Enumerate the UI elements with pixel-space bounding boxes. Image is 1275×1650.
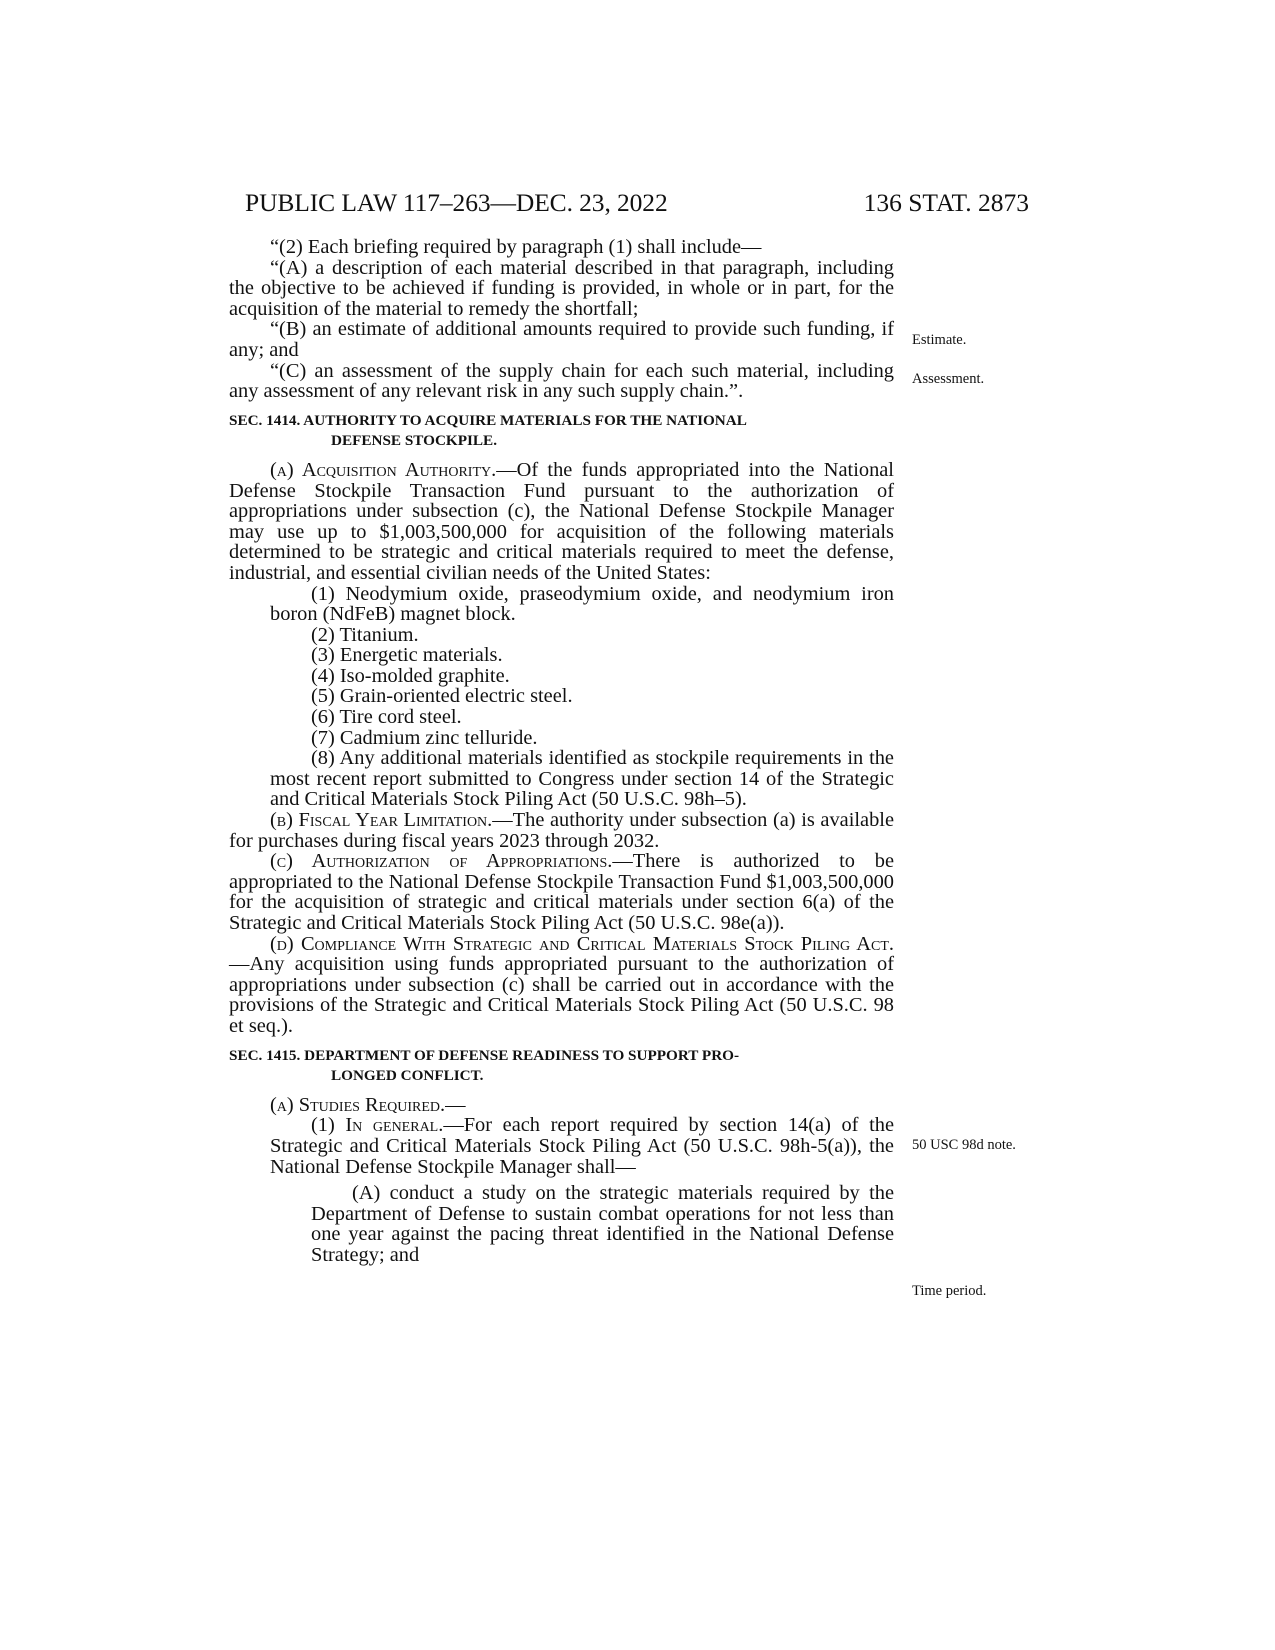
sec1415-subparagraph-A: (A) conduct a study on the strategic materials required by the Department of Defense to sustain combat operations for not less than one year against the pacing threat identified in the National Defense Strategy; and — [311, 1182, 894, 1266]
briefing-subparagraph-c: “(C) an assessment of the supply chain for each such material, including any assessment of any relevant risk in any such supply chain.”. — [229, 359, 894, 403]
sec1414-b-text: —The authority under subsection (a) is available for purchases during fiscal years 2023 through 2032. — [229, 809, 895, 852]
document-body — [229, 237, 894, 1266]
sec1415-p1-text: —For each report required by section 14(a) of the Strategic and Critical Materials Stock Piling Act (50 U.S.C. 98h-5(a)), the National Defense Stockpile Manager shall— — [270, 1114, 894, 1178]
sec1414-subsection-b — [229, 810, 894, 851]
margin-note-estimate: Estimate. — [912, 332, 967, 348]
margin-note-time-period: Time period. — [912, 1283, 987, 1299]
margin-note-assessment: Assessment. — [912, 371, 985, 387]
section-1415-heading-line1: SEC. 1415. DEPARTMENT OF DEFENSE READINESS TO SUPPORT PRO- — [229, 1046, 740, 1064]
briefing-subparagraph-a: “(A) a description of each material described in that paragraph, including the objective to be achieved if funding is provided, in whole or in part, for the acquisition of the material to remedy the shortfall; — [229, 256, 894, 320]
section-1414-heading — [229, 411, 894, 452]
sec1415-p1-label: (1) In general. — [311, 1114, 444, 1137]
sec1414-c-label: (c) Authorization of Appropriations. — [270, 850, 613, 873]
material-item: (6) Tire cord steel. — [311, 706, 462, 729]
sec1414-c-text: —There is authorized to be appropriated to the National Defense Stockpile Transaction Fund $1,003,500,000 for the acquisition of strategic and critical materials under section 6(a) of the Strategic and Critical Materials Stock Piling Act (50 U.S.C. 98e(a)). — [229, 850, 894, 934]
sec1414-subsection-c — [229, 851, 894, 933]
header-title: PUBLIC LAW 117–263—DEC. 23, 2022 — [245, 188, 668, 217]
material-item: (2) Titanium. — [311, 623, 419, 646]
sec1414-a-text: —Of the funds appropriated into the National Defense Stockpile Transaction Fund pursuant to the authorization of appropriations under subsection (c), the National Defense Stockpile Manager may use up to $1,003,500,000 for acquisition of the following materials determined to be strategic and critical materials required to meet the defense, industrial, and essential civilian needs of the United States: — [229, 458, 894, 584]
sec1415-subsection-a — [229, 1095, 894, 1116]
material-item: (7) Cadmium zinc telluride. — [311, 726, 538, 749]
briefing-subparagraph-b: “(B) an estimate of additional amounts required to provide such funding, if any; and — [229, 318, 894, 361]
material-item: (1) Neodymium oxide, praseodymium oxide, and neodymium iron boron (NdFeB) magnet block. — [270, 582, 894, 626]
material-item: (8) Any additional materials identified as stockpile requirements in the most recent report submitted to Congress under section 14 of the Strategic and Critical Materials Stock Piling Act (50 U.S.C. 98h–5). — [270, 747, 894, 811]
briefing-paragraph-2: “(2) Each briefing required by paragraph (1) shall include— — [270, 236, 762, 258]
sec1415-a-text: — — [445, 1093, 466, 1116]
sec1414-subsection-a — [229, 460, 894, 584]
sec1414-subsection-d — [229, 934, 894, 1037]
section-1415-heading — [229, 1046, 894, 1087]
sec1415-paragraph-1 — [229, 1115, 894, 1177]
sec1415-a-label: (a) Studies Required. — [270, 1093, 446, 1116]
page-header — [229, 183, 1029, 223]
sec1414-a-label: (a) Acquisition Authority. — [270, 458, 497, 481]
sec1414-b-label: (b) Fiscal Year Limitation. — [270, 809, 493, 832]
header-stat-page: 136 STAT. 2873 — [863, 188, 1029, 217]
section-1414-heading-line1: SEC. 1414. AUTHORITY TO ACQUIRE MATERIALS FOR THE NATIONAL — [229, 411, 747, 429]
section-1415-heading-line2: LONGED CONFLICT. — [331, 1067, 484, 1085]
section-1414-heading-line2: DEFENSE STOCKPILE. — [331, 432, 497, 450]
material-item: (3) Energetic materials. — [311, 644, 503, 667]
material-item: (5) Grain-oriented electric steel. — [311, 685, 573, 708]
sec1414-d-text: —Any acquisition using funds appropriated pursuant to the authorization of appropriations under subsection (c) shall be carried out in accordance with the provisions of the Strategic and Critical Materials Stock Piling Act (50 U.S.C. 98 et seq.). — [229, 953, 894, 1037]
sec1414-d-label: (d) Compliance With Strategic and Critical Materials Stock Piling Act. — [270, 932, 894, 955]
margin-note-usc: 50 USC 98d note. — [912, 1137, 1016, 1153]
material-item: (4) Iso-molded graphite. — [311, 664, 510, 687]
